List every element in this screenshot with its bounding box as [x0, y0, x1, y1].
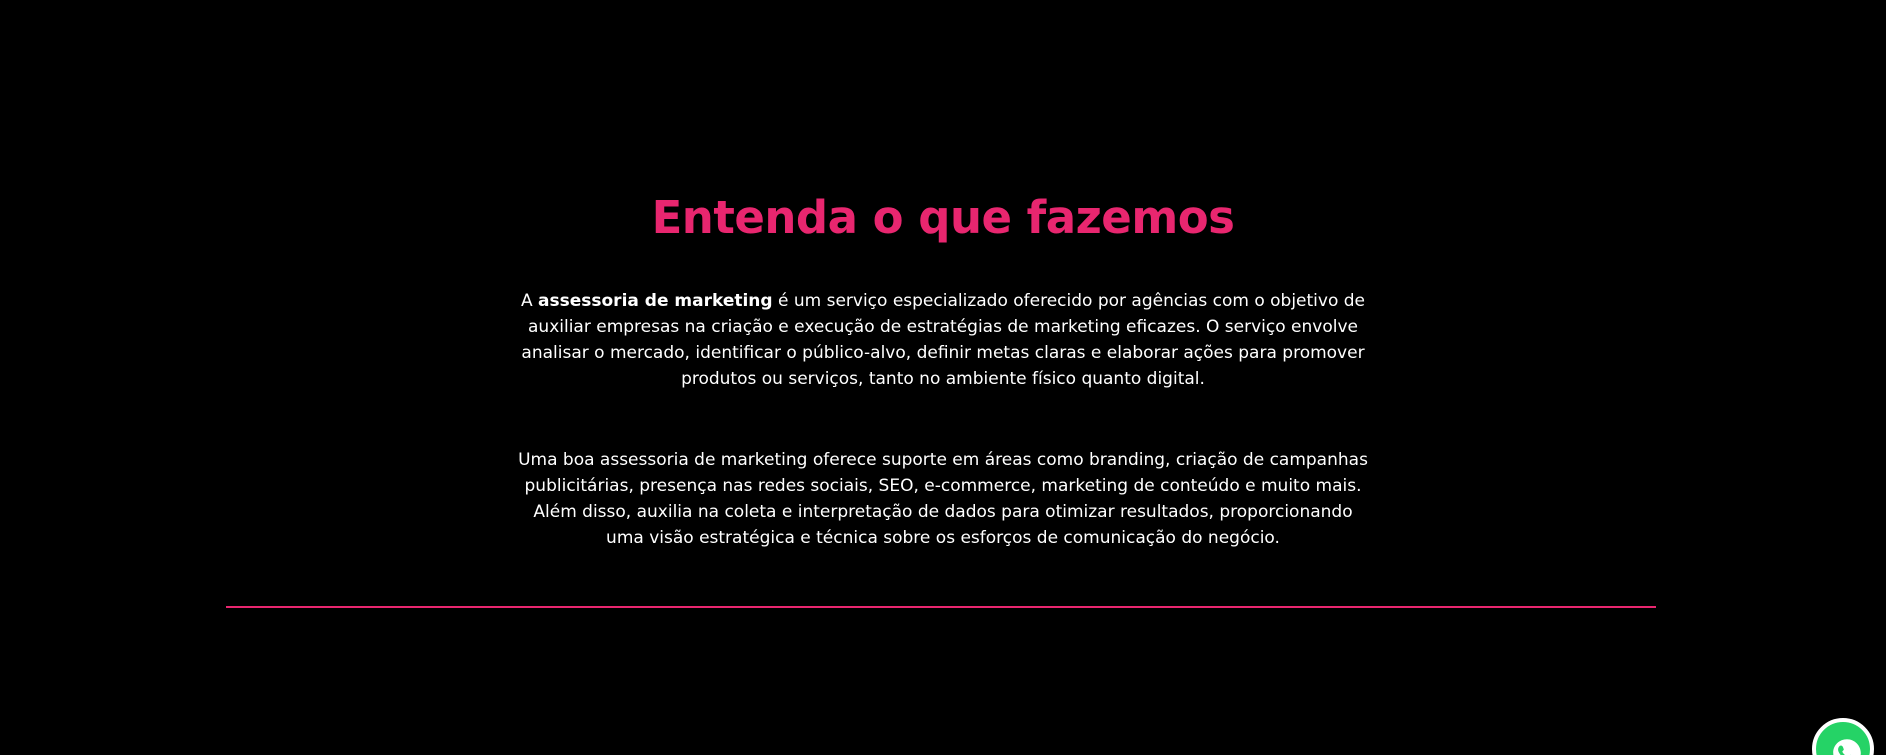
section-divider [226, 606, 1656, 608]
detail-paragraph: Uma boa assessoria de marketing oferece suporte em áreas como branding, criação de campanhas publicitárias, presença nas redes sociais, SEO, e-commerce, marketing de conteúdo e muito mais. Além disso, auxilia na coleta e interpretação de dados para otimizar resultados, proporcionando uma visão estratégica e técnica sobre os esforços de comunicação do negócio. [518, 450, 1368, 548]
intro-paragraph [516, 288, 1370, 392]
intro-bold-term: assessoria de marketing [538, 291, 773, 311]
whatsapp-icon [1830, 736, 1864, 755]
intro-prefix: A [520, 291, 539, 311]
intro-body: é um serviço especializado oferecido por agências com o objetivo de auxiliar empresas na criação e execução de estratégias de marketing eficazes. O serviço envolve analisar o mercado, identificar o público-alvo, definir metas claras e elaborar ações para promover produtos ou serviços, tanto no ambiente físico quanto digital. [521, 291, 1366, 389]
section-title: Entenda o que fazemos [651, 191, 1235, 244]
